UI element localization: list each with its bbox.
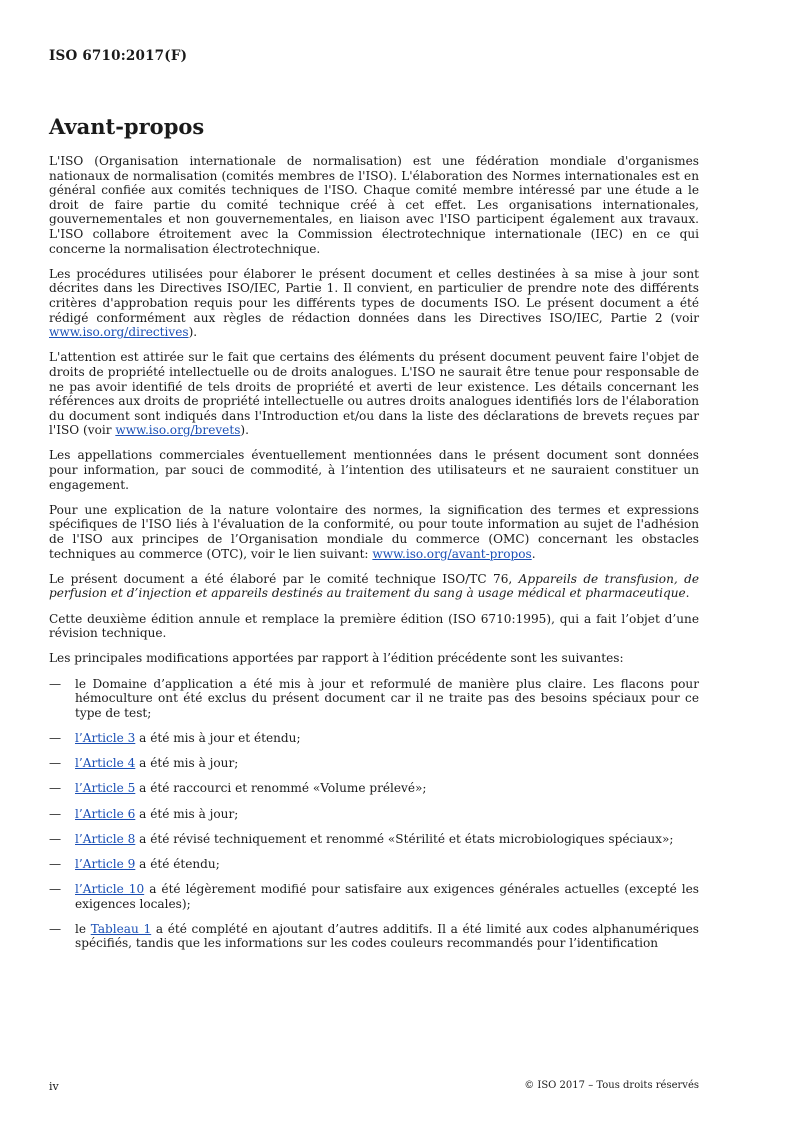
document-body — [49, 154, 699, 962]
copyright-notice: © ISO 2017 – Tous droits réservés — [524, 1080, 699, 1091]
paragraph: Les principales modifications apportées par rapport à l’édition précédente sont les suivantes: — [49, 651, 624, 666]
list-item: — le Tableau 1 a été complété en ajoutant d’autres additifs. Il a été limité aux codes alphanumériques spécifiés, tandis que les informations sur les codes couleurs recommandés pour l’identification — [49, 921, 699, 951]
modifications-list — [49, 677, 699, 951]
page-title: Avant-propos — [49, 114, 205, 139]
list-item: — l’Article 10 a été légèrement modifié pour satisfaire aux exigences générales actuelles (excepté les exigences locales); — [49, 882, 699, 911]
list-item: — l’Article 3 a été mis à jour et étendu; — [49, 730, 301, 745]
page-number: iv — [49, 1080, 59, 1093]
paragraph: Les procédures utilisées pour élaborer le présent document et celles destinées à sa mise à jour sont décrites dans les Directives ISO/IEC, Partie 1. Il convient, en particulier de prendre note des différents critères d'approbation requis pour les différents types de documents ISO. Le présent document a été rédigé conformément aux règles de rédaction données dans les Directives ISO/IEC, Partie 2 (voir www.iso.org/directives). — [49, 266, 699, 340]
article-4-link[interactable]: l’Article 4 — [75, 756, 136, 771]
article-8-link[interactable]: l’Article 8 — [75, 831, 136, 846]
list-item: — le Domaine d’application a été mis à jour et reformulé de manière plus claire. Les flacons pour hémoculture ont été exclus du présent document car il ne traite pas des besoins spéciaux pour ce type de test; — [49, 676, 699, 720]
list-item: — l’Article 4 a été mis à jour; — [49, 756, 239, 771]
article-10-link[interactable]: l’Article 10 — [75, 882, 145, 897]
paragraph: L'ISO (Organisation internationale de normalisation) est une fédération mondiale d'organismes nationaux de normalisation (comités membres de l'ISO). L'élaboration des Normes internationales est en général confiée aux comités techniques de l'ISO. Chaque comité membre intéressé par une étude a le droit de faire partie du comité technique créé à cet effet. Les organisations internationales, gouvernementales et non gouvernementales, en liaison avec l'ISO participent également aux travaux. L'ISO collabore étroitement avec la Commission électrotechnique internationale (IEC) en ce qui concerne la normalisation électrotechnique. — [49, 154, 699, 256]
paragraph: Pour une explication de la nature volontaire des normes, la signification des termes et expressions spécifiques de l'ISO liés à l'évaluation de la conformité, ou pour toute information au sujet de l'adhésion de l'ISO aux principes de l’Organisation mondiale du commerce (OMC) concernant les obstacles techniques au commerce (OTC), voir le lien suivant: www.iso.org/avant-propos. — [49, 502, 699, 561]
list-item: — l’Article 8 a été révisé techniquement et renommé «Stérilité et états microbiologiques spéciaux»; — [49, 831, 674, 846]
directives-link[interactable]: www.iso.org/directives — [49, 325, 189, 340]
document-id: ISO 6710:2017(F) — [49, 48, 188, 64]
list-item: — l’Article 5 a été raccourci et renommé «Volume prélevé»; — [49, 781, 427, 796]
article-5-link[interactable]: l’Article 5 — [75, 781, 136, 796]
paragraph: L'attention est attirée sur le fait que certains des éléments du présent document peuvent faire l'objet de droits de propriété intellectuelle ou de droits analogues. L'ISO ne saurait être tenue pour responsable de ne pas avoir identifié de tels droits de propriété et averti de leur existence. Les détails concernant les références aux droits de propriété intellectuelle ou autres droits analogues identifiés lors de l'élaboration du document sont indiqués dans l'Introduction et/ou dans la liste des déclarations de brevets reçues par l'ISO (voir www.iso.org/brevets). — [49, 350, 699, 438]
tableau-1-link[interactable]: Tableau 1 — [90, 921, 152, 936]
paragraph: Le présent document a été élaboré par le comité technique ISO/TC 76, Appareils de transfusion, de perfusion et d’injection et appareils destinés au traitement du sang à usage médical et pharmaceutique. — [49, 571, 699, 601]
article-3-link[interactable]: l’Article 3 — [75, 730, 136, 745]
paragraph: Cette deuxième édition annule et remplace la première édition (ISO 6710:1995), qui a fait l’objet d’une révision technique. — [49, 611, 699, 641]
avant-propos-link[interactable]: www.iso.org/avant-propos — [372, 546, 532, 561]
list-item: — l’Article 9 a été étendu; — [49, 856, 220, 871]
paragraph: Les appellations commerciales éventuellement mentionnées dans le présent document sont données pour information, par souci de commodité, à l’intention des utilisateurs et ne sauraient constituer un engagement. — [49, 448, 699, 492]
list-item: — l’Article 6 a été mis à jour; — [49, 806, 239, 821]
article-9-link[interactable]: l’Article 9 — [75, 856, 136, 871]
brevets-link[interactable]: www.iso.org/brevets — [115, 423, 241, 438]
article-6-link[interactable]: l’Article 6 — [75, 806, 136, 821]
